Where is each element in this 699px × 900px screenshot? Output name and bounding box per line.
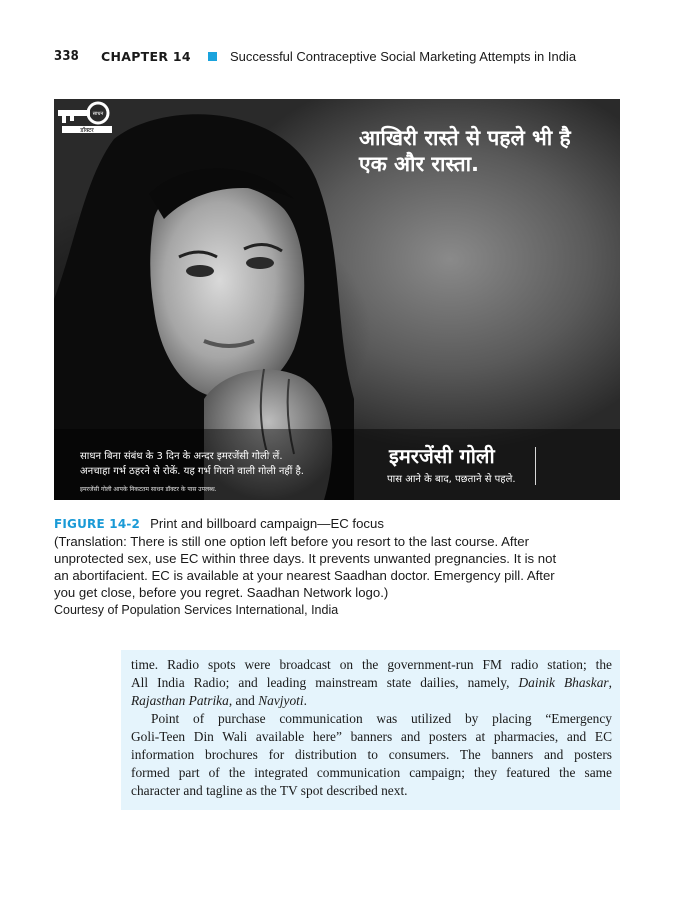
logo-caption: डॉक्टर	[80, 127, 94, 133]
running-header	[54, 49, 576, 64]
body-line	[131, 674, 612, 692]
caption-line: unprotected sex, use EC within three days. It prevents unwanted pregnancies. It is not	[54, 551, 557, 566]
logo-mark: साधन	[92, 111, 104, 117]
page-number: 338	[54, 49, 80, 64]
figure-title: Print and billboard campaign—EC focus	[150, 516, 384, 531]
ad-divider	[535, 447, 536, 485]
body-line: character and tagline as the TV spot described next.	[131, 783, 408, 798]
body-text: All India Radio; and leading mainstream state dailies, namely,	[131, 675, 510, 690]
newspaper-name: Dainik Bhaskar	[518, 675, 609, 690]
ad-tagline: पास आने के बाद, पछताने से पहले.	[387, 474, 516, 485]
ad-body-copy	[80, 449, 304, 479]
ad-body-line: साधन बिना संबंध के 3 दिन के अन्दर इमरजेंसी गोली लें.	[80, 451, 283, 462]
caption-line: (Translation: There is still one option left before you resort to the last course. After	[54, 534, 529, 549]
body-line: time. Radio spots were broadcast on the government-run FM radio station; the	[131, 657, 612, 672]
body-text: ,	[608, 675, 612, 690]
chapter-label: CHAPTER 14	[101, 49, 191, 64]
caption-line: an abortifacient. EC is available at your nearest Saadhan doctor. Emergency pill. After	[54, 568, 555, 583]
body-line: Point of purchase communication was utilized by placing “Emergency	[151, 711, 612, 726]
ad-brand-name: इमरजेंसी गोली	[389, 444, 495, 468]
newspaper-name: Navjyoti	[258, 693, 304, 708]
body-text: , and	[228, 693, 255, 708]
figure-credit: Courtesy of Population Services International, India	[54, 603, 339, 617]
caption-line: you get close, before you regret. Saadhan Network logo.)	[54, 585, 389, 600]
ad-headline-line: एक और रास्ता.	[359, 152, 480, 176]
running-title: Successful Contraceptive Social Marketing Attempts in India	[229, 49, 577, 64]
ad-headline	[359, 125, 571, 177]
square-bullet-icon	[208, 52, 217, 61]
ad-body-line: अनचाहा गर्भ ठहरने से रोकें. यह गर्भ गिराने वाली गोली नहीं है.	[80, 466, 304, 477]
newspaper-name: Rajasthan Patrika	[131, 693, 229, 708]
ad-small-print: इमरजेंसी गोली आपके निकटतम साधन डॉक्टर के पास उपलब्ध.	[80, 486, 217, 493]
saadhan-network-logo-icon	[54, 99, 116, 133]
body-line: information brochures for distribution to consumers. The banners and posters	[131, 747, 612, 762]
body-line	[131, 692, 307, 710]
body-line: Goli-Teen Din Wali available here” banners and posters at pharmacies, and EC	[131, 729, 612, 744]
figure-caption	[54, 515, 624, 601]
figure-label: FIGURE 14-2	[54, 517, 141, 531]
body-text: .	[303, 693, 307, 708]
figure-advertisement	[54, 99, 620, 500]
body-line: formed part of the integrated communication campaign; they featured the same	[131, 765, 612, 780]
body-text-box	[121, 650, 620, 810]
ad-headline-line: आखिरी रास्ते से पहले भी है	[359, 126, 571, 150]
